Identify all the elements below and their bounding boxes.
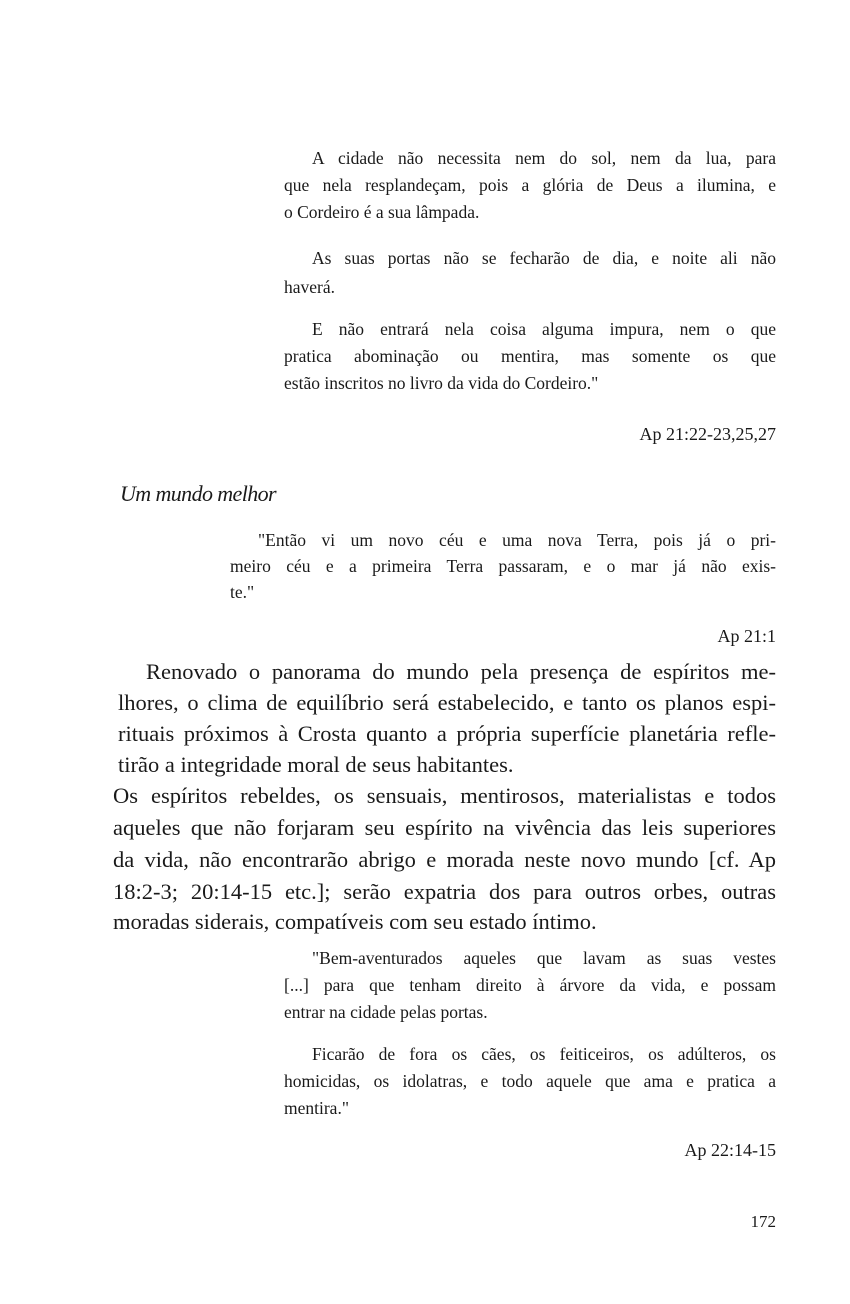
quote-line: "Bem-aventurados aqueles que lavam as suas vestes (312, 948, 776, 968)
quote-line: haverá. (284, 277, 336, 297)
quote-line: "Então vi um novo céu e uma nova Terra, pois já o pri- (258, 530, 776, 550)
quote-line: homicidas, os idolatras, e todo aquele que ama e pratica a (284, 1071, 776, 1091)
scripture-reference: Ap 22:14-15 (684, 1140, 776, 1160)
page-number: 172 (750, 1212, 776, 1231)
body-line: moradas siderais, compatíveis com seu estado íntimo. (113, 909, 597, 934)
scripture-reference: Ap 21:22-23,25,27 (639, 424, 776, 444)
quote-line: A cidade não necessita nem do sol, nem da lua, para (312, 148, 776, 168)
quote-line: E não entrará nela coisa alguma impura, nem o que (312, 319, 776, 339)
section-heading: Um mundo melhor (120, 481, 276, 506)
quote-line: mentira." (284, 1098, 349, 1118)
body-line: tirão a integridade moral de seus habitantes. (118, 752, 514, 777)
body-line: rituais próximos à Crosta quanto a própria superfície planetária refle- (118, 721, 776, 746)
quote-line: [...] para que tenham direito à árvore da vida, e possam (284, 975, 776, 995)
quote-line: que nela resplandeçam, pois a glória de Deus a ilumina, e (284, 175, 776, 195)
body-line: da vida, não encontrarão abrigo e morada neste novo mundo [cf. Ap (113, 847, 776, 872)
quote-line: Ficarão de fora os cães, os feiticeiros, os adúlteros, os (312, 1044, 776, 1064)
quote-line: pratica abominação ou mentira, mas somente os que (284, 346, 776, 366)
body-line: aqueles que não forjaram seu espírito na vivência das leis superiores (113, 815, 776, 840)
scripture-reference: Ap 21:1 (717, 626, 776, 646)
quote-line: te." (230, 582, 255, 602)
body-line: Os espíritos rebeldes, os sensuais, mentirosos, materialistas e todos (113, 783, 776, 808)
quote-line: entrar na cidade pelas portas. (284, 1002, 488, 1022)
body-line: lhores, o clima de equilíbrio será estabelecido, e tanto os planos espi- (118, 690, 776, 715)
quote-line: o Cordeiro é a sua lâmpada. (284, 202, 480, 222)
quote-line: estão inscritos no livro da vida do Cordeiro." (284, 373, 599, 393)
quote-line: meiro céu e a primeira Terra passaram, e o mar já não exis- (230, 556, 776, 576)
body-line: 18:2-3; 20:14-15 etc.]; serão expatria dos para outros orbes, outras (113, 879, 776, 904)
body-line: Renovado o panorama do mundo pela presença de espíritos me- (146, 659, 776, 684)
quote-line: As suas portas não se fecharão de dia, e noite ali não (312, 248, 776, 268)
